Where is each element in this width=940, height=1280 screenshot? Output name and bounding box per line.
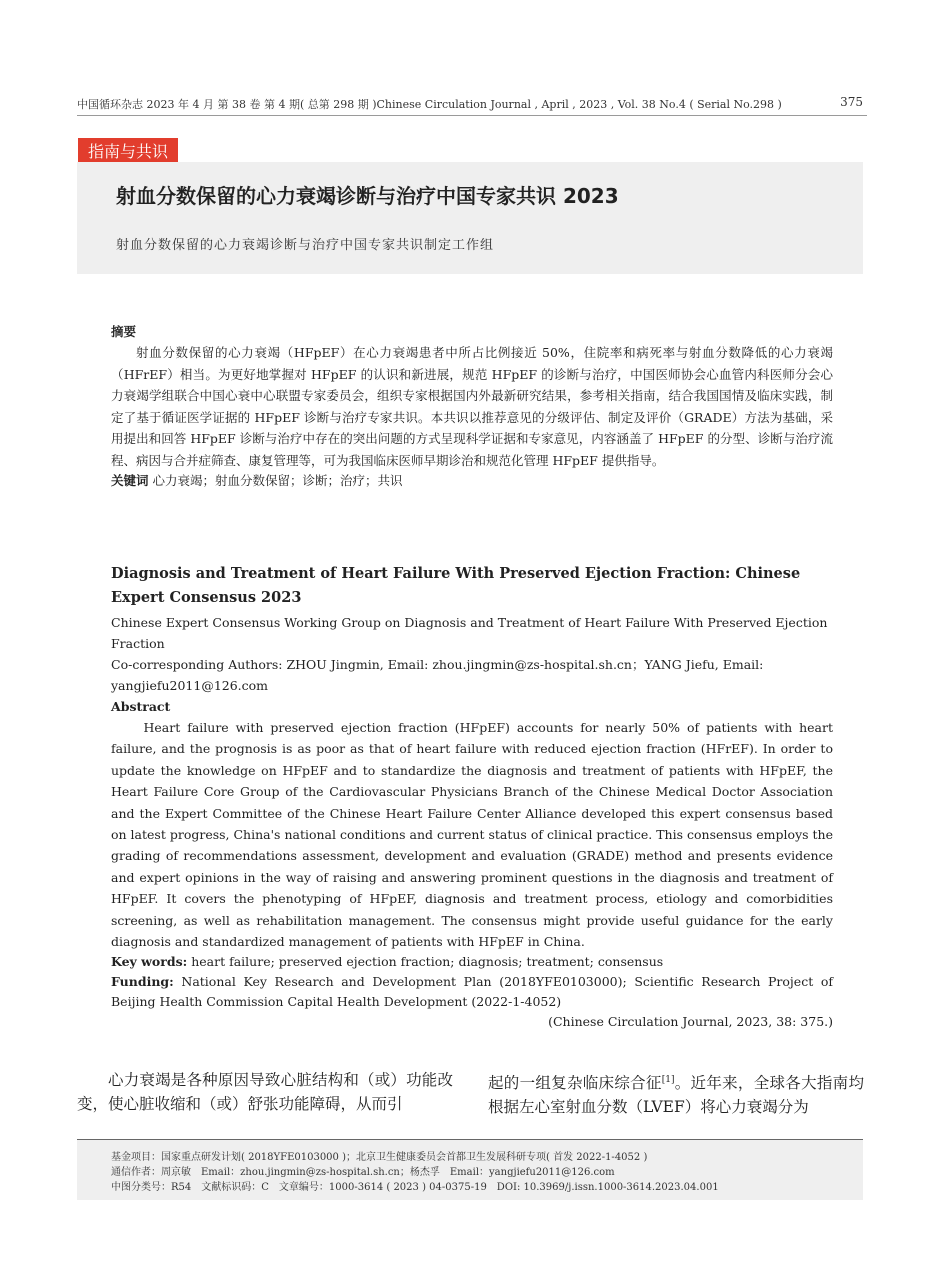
footnote-corresponding: 通信作者：周京敏 Email：zhou.jingmin@zs-hospital.sh.cn；杨杰孚 Email：yangjiefu2011@126.com xyxy=(111,1167,615,1178)
page-number: 375 xyxy=(840,95,863,109)
english-header xyxy=(111,562,833,696)
english-abstract xyxy=(111,697,833,1032)
english-keywords-text: heart failure; preserved ejection fraction; diagnosis; treatment; consensus xyxy=(191,954,664,970)
body-right-text-b: 。近年来，全球各大指南均根据左心室射血分数（LVEF）将心力衰竭分为 xyxy=(488,1074,864,1117)
body-right-column xyxy=(488,1068,864,1119)
citation: (Chinese Circulation Journal, 2023, 38: 375.) xyxy=(548,1014,833,1030)
english-abstract-heading: Abstract xyxy=(111,699,171,714)
chinese-working-group: 射血分数保留的心力衰竭诊断与治疗中国专家共识制定工作组 xyxy=(116,238,495,253)
english-abstract-text: Heart failure with preserved ejection fraction (HFpEF) accounts for nearly 50% of patients with heart failure, and the prognosis is as poor as that of heart failure with reduced ejection fraction (HFrEF). In order to update the knowledge on HFpEF and to standardize the diagnosis and treatment of patients with HFpEF, the Heart Failure Core Group of the Cardiovascular Physicians Branch of the Chinese Medical Doctor Association and the Expert Committee of the Chinese Heart Failure Center Alliance developed this expert consensus based on latest progress, China's national conditions and current status of clinical practice. This consensus employs the grading of recommendations assessment, development and evaluation (GRADE) method and presents evidence and expert opinions in the way of raising and answering prominent questions in the diagnosis and treatment of HFpEF. It covers the phenotyping of HFpEF, diagnosis and treatment process, etiology and comorbidities screening, as well as rehabilitation management. The consensus might provide useful guidance for the early diagnosis and standardized management of patients with HFpEF in China. xyxy=(111,720,833,950)
body-right-text-a: 起的一组复杂临床综合征 xyxy=(488,1074,662,1093)
reference-marker[interactable]: [1] xyxy=(661,1075,675,1085)
footnote-funding: 基金项目：国家重点研发计划( 2018YFE0103000 )；北京卫生健康委员会首都卫生发展科研专项( 首发 2022-1-4052 ) xyxy=(111,1152,648,1163)
english-keywords-label: Key words: xyxy=(111,954,188,970)
chinese-abstract-heading: 摘要 xyxy=(111,324,137,339)
footnote-classification: 中图分类号：R54 文献标识码：C 文章编号：1000-3614 ( 2023 ) 04-0375-19 DOI: 10.3969/j.issn.1000-3614.2023.04.001 xyxy=(111,1182,719,1193)
column-tag: 指南与共识 xyxy=(78,138,178,164)
chinese-keywords-label: 关键词 xyxy=(111,473,149,488)
title-box xyxy=(77,162,863,274)
chinese-title: 射血分数保留的心力衰竭诊断与治疗中国专家共识 2023 xyxy=(116,184,619,208)
english-authors: Co-corresponding Authors: ZHOU Jingmin, Email: zhou.jingmin@zs-hospital.sh.cn；YANG Jiefu, Email: yangjiefu2011@126.com xyxy=(111,657,764,693)
funding-text: National Key Research and Development Plan (2018YFE0103000); Scientific Research Project of Beijing Health Commission Capital Health Development (2022-1-4052) xyxy=(111,974,833,1010)
body-left-column: 心力衰竭是各种原因导致心脏结构和（或）功能改变，使心脏收缩和（或）舒张功能障碍，从而引 xyxy=(77,1071,453,1113)
english-title: Diagnosis and Treatment of Heart Failure With Preserved Ejection Fraction: Chinese Expert Consensus 2023 xyxy=(111,565,801,606)
funding-label: Funding: xyxy=(111,974,174,990)
chinese-abstract-text: 射血分数保留的心力衰竭（HFpEF）在心力衰竭患者中所占比例接近 50%，住院率和病死率与射血分数降低的心力衰竭（HFrEF）相当。为更好地掌握对 HFpEF 的认识和新进展，规范 HFpEF 的诊断与治疗，中国医师协会心血管内科医师分会心力衰竭学组联合中国心衰中心联盟专家委员会，组织专家根据国内外最新研究结果，参考相关指南，结合我国国情及临床实践，制定了基于循证医学证据的 HFpEF 诊断与治疗专家共识。本共识以推荐意见的分级评估、制定及评价（GRADE）方法为基础，采用提出和回答 HFpEF 诊断与治疗中存在的突出问题的方式呈现科学证据和专家意见，内容涵盖了 HFpEF 的分型、诊断与治疗流程、病因与合并症筛查、康复管理等，可为我国临床医师早期诊治和规范化管理 HFpEF 提供指导。 xyxy=(111,345,833,468)
chinese-keywords xyxy=(111,471,833,491)
funding xyxy=(111,972,833,1012)
chinese-abstract xyxy=(111,322,833,491)
running-head: 中国循环杂志 2023 年 4 月 第 38 卷 第 4 期( 总第 298 期 )Chinese Circulation Journal , April , 2023 , Vol. 38 No.4 ( Serial No.298 ) xyxy=(77,96,867,116)
chinese-keywords-text: 心力衰竭；射血分数保留；诊断；治疗；共识 xyxy=(152,473,403,488)
english-keywords xyxy=(111,952,833,972)
english-working-group: Chinese Expert Consensus Working Group on Diagnosis and Treatment of Heart Failure With Preserved Ejection Fraction xyxy=(111,615,828,651)
